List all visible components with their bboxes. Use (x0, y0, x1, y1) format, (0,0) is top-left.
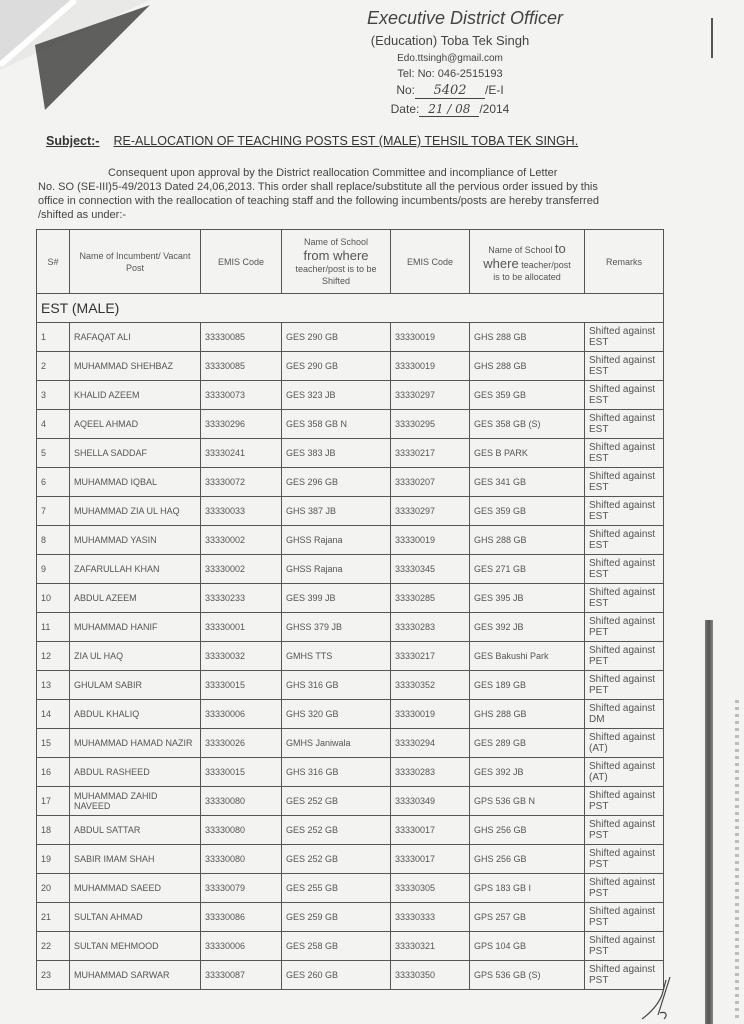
cell-school-to: GES 392 JB (470, 758, 585, 787)
cell-emis-from: 33330032 (201, 642, 282, 671)
table-row (37, 700, 664, 729)
table-row (37, 961, 664, 990)
cell-emis-from: 33330087 (201, 961, 282, 990)
cell-emis-from: 33330086 (201, 903, 282, 932)
cell-sno: 11 (37, 613, 70, 642)
cell-emis-from: 33330015 (201, 671, 282, 700)
table-row (37, 381, 664, 410)
cell-sno: 4 (37, 410, 70, 439)
letter-number-label: No: (396, 83, 415, 97)
table-row (37, 584, 664, 613)
cell-sno: 18 (37, 816, 70, 845)
cell-school-from: GES 252 GB (282, 787, 391, 816)
scan-edge-shadow (705, 620, 713, 1024)
cell-name: MUHAMMAD IQBAL (70, 468, 201, 497)
scan-mark (711, 18, 713, 58)
table-row (37, 497, 664, 526)
reallocation-table (36, 229, 664, 990)
cell-remarks: Shifted against PET (585, 671, 664, 700)
office-telephone: Tel: No: 046-2515193 (397, 68, 503, 80)
cell-emis-to: 33330283 (391, 613, 470, 642)
paragraph-line-3: office in connection with the reallocation of teaching staff and the following incumbents/posts are hereby transferred (38, 195, 599, 207)
subject-label: Subject:- (46, 134, 100, 148)
cell-school-to: GES Bakushi Park (470, 642, 585, 671)
cell-school-to: GPS 183 GB I (470, 874, 585, 903)
cell-school-to: GHS 288 GB (470, 526, 585, 555)
cell-school-to: GPS 257 GB (470, 903, 585, 932)
table-row (37, 410, 664, 439)
header-emis-to: EMIS Code (391, 230, 470, 294)
letter-date-label: Date: (390, 102, 420, 116)
cell-emis-to: 33330019 (391, 700, 470, 729)
cell-sno: 10 (37, 584, 70, 613)
office-subtitle: (Education) Toba Tek Singh (370, 33, 530, 48)
cell-emis-from: 33330241 (201, 439, 282, 468)
letter-number-suffix: /E-I (485, 83, 504, 97)
cell-name: MUHAMMAD YASIN (70, 526, 201, 555)
cell-name: SHELLA SADDAF (70, 439, 201, 468)
cell-emis-to: 33330019 (391, 352, 470, 381)
cell-emis-to: 33330305 (391, 874, 470, 903)
cell-emis-to: 33330285 (391, 584, 470, 613)
cell-school-to: GES 289 GB (470, 729, 585, 758)
cell-remarks: Shifted against EST (585, 439, 664, 468)
cell-school-to: GES 359 GB (470, 381, 585, 410)
cell-emis-from: 33330080 (201, 845, 282, 874)
subject-line (46, 134, 578, 148)
cell-sno: 6 (37, 468, 70, 497)
cell-remarks: Shifted against PET (585, 613, 664, 642)
letter-number-value: 5402 (415, 83, 485, 99)
cell-emis-to: 33330017 (391, 845, 470, 874)
cell-remarks: Shifted against PST (585, 845, 664, 874)
cell-school-from: GES 399 JB (282, 584, 391, 613)
office-title: Executive District Officer (366, 8, 564, 28)
signature (640, 975, 680, 1020)
table-row (37, 642, 664, 671)
table-row (37, 758, 664, 787)
cell-school-to: GES 341 GB (470, 468, 585, 497)
cell-remarks: Shifted against EST (585, 584, 664, 613)
office-email: Edo.ttsingh@gmail.com (397, 53, 503, 64)
header-school-to-inline: teacher/post (521, 259, 571, 270)
table-row (37, 787, 664, 816)
cell-emis-from: 33330073 (201, 381, 282, 410)
table-row (37, 439, 664, 468)
header-remarks: Remarks (585, 230, 664, 294)
cell-sno: 1 (37, 323, 70, 352)
cell-school-from: GES 323 JB (282, 381, 391, 410)
cell-school-to: GHS 256 GB (470, 816, 585, 845)
cell-emis-to: 33330295 (391, 410, 470, 439)
cell-name: RAFAQAT ALI (70, 323, 201, 352)
table-row (37, 352, 664, 381)
cell-emis-to: 33330217 (391, 642, 470, 671)
cell-name: MUHAMMAD HAMAD NAZIR (70, 729, 201, 758)
table-row (37, 816, 664, 845)
cell-name: ABDUL RASHEED (70, 758, 201, 787)
cell-school-to: GES 359 GB (470, 497, 585, 526)
table-row (37, 671, 664, 700)
cell-school-from: GES 252 GB (282, 845, 391, 874)
header-school-to (470, 230, 585, 294)
cell-sno: 14 (37, 700, 70, 729)
cell-sno: 16 (37, 758, 70, 787)
cell-school-to: GES B PARK (470, 439, 585, 468)
cell-emis-to: 33330349 (391, 787, 470, 816)
table-row (37, 526, 664, 555)
cell-school-to: GES 271 GB (470, 555, 585, 584)
cell-emis-from: 33330015 (201, 758, 282, 787)
letter-date-suffix: /2014 (479, 102, 510, 116)
cell-name: ZAFARULLAH KHAN (70, 555, 201, 584)
cell-school-from: GHS 316 GB (282, 758, 391, 787)
cell-remarks: Shifted against PST (585, 903, 664, 932)
cell-school-to: GES 395 JB (470, 584, 585, 613)
cell-emis-from: 33330080 (201, 816, 282, 845)
cell-school-from: GES 290 GB (282, 323, 391, 352)
cell-sno: 12 (37, 642, 70, 671)
cell-school-to: GHS 288 GB (470, 700, 585, 729)
cell-remarks: Shifted against PST (585, 816, 664, 845)
letter-number (300, 83, 600, 99)
table-row (37, 845, 664, 874)
cell-sno: 17 (37, 787, 70, 816)
header-school-to-big-top: to (554, 240, 566, 256)
cell-emis-from: 33330233 (201, 584, 282, 613)
cell-remarks: Shifted against EST (585, 555, 664, 584)
cell-emis-to: 33330321 (391, 932, 470, 961)
table-row (37, 903, 664, 932)
header-name: Name of Incumbent/ Vacant Post (70, 230, 201, 294)
table-row (37, 932, 664, 961)
cell-emis-to: 33330217 (391, 439, 470, 468)
letter-date (300, 102, 600, 117)
cell-name: MUHAMMAD HANIF (70, 613, 201, 642)
cell-sno: 20 (37, 874, 70, 903)
cell-remarks: Shifted against EST (585, 381, 664, 410)
cell-sno: 2 (37, 352, 70, 381)
cell-school-from: GES 358 GB N (282, 410, 391, 439)
cell-school-to: GES 358 GB (S) (470, 410, 585, 439)
header-emis-from: EMIS Code (201, 230, 282, 294)
cell-remarks: Shifted against EST (585, 323, 664, 352)
cell-remarks: Shifted against PET (585, 642, 664, 671)
cell-emis-from: 33330006 (201, 932, 282, 961)
cell-sno: 23 (37, 961, 70, 990)
table-row (37, 323, 664, 352)
section-row (37, 294, 664, 323)
cell-name: SABIR IMAM SHAH (70, 845, 201, 874)
cell-emis-to: 33330297 (391, 381, 470, 410)
cell-school-from: GMHS TTS (282, 642, 391, 671)
header-school-from-top: Name of School (303, 237, 369, 247)
table-row (37, 468, 664, 497)
table-row (37, 729, 664, 758)
cell-emis-to: 33330207 (391, 468, 470, 497)
cell-emis-to: 33330294 (391, 729, 470, 758)
cell-emis-to: 33330017 (391, 816, 470, 845)
cell-remarks: Shifted against (AT) (585, 729, 664, 758)
cell-sno: 21 (37, 903, 70, 932)
cell-school-from: GMHS Janiwala (282, 729, 391, 758)
letter-date-value: 21 / 08 (419, 102, 479, 117)
cell-sno: 15 (37, 729, 70, 758)
cell-sno: 5 (37, 439, 70, 468)
section-title: EST (MALE) (37, 294, 664, 323)
cell-remarks: Shifted against PST (585, 961, 664, 990)
cell-school-from: GES 255 GB (282, 874, 391, 903)
cell-school-to: GHS 288 GB (470, 323, 585, 352)
cell-emis-to: 33330019 (391, 526, 470, 555)
cell-emis-from: 33330085 (201, 323, 282, 352)
paragraph-line-2: No. SO (SE-III)5-49/2013 Dated 24,06,2013. This order shall replace/substitute all the pervious order issued by this (38, 181, 598, 193)
header-school-from (282, 230, 391, 294)
cell-school-from: GES 252 GB (282, 816, 391, 845)
cell-school-from: GHSS 379 JB (282, 613, 391, 642)
header-school-from-bottom: teacher/post is to be Shifted (295, 264, 377, 286)
cell-emis-from: 33330026 (201, 729, 282, 758)
cell-remarks: Shifted against (AT) (585, 758, 664, 787)
cell-emis-from: 33330002 (201, 555, 282, 584)
header-school-to-top: Name of School (488, 244, 553, 255)
header-school-from-big: from where (303, 248, 369, 263)
cell-school-from: GHS 320 GB (282, 700, 391, 729)
cell-emis-from: 33330080 (201, 787, 282, 816)
cell-school-from: GES 290 GB (282, 352, 391, 381)
body-paragraph (38, 166, 638, 222)
cell-remarks: Shifted against DM (585, 700, 664, 729)
cell-remarks: Shifted against PST (585, 787, 664, 816)
letterhead (300, 8, 600, 117)
cell-sno: 22 (37, 932, 70, 961)
cell-school-to: GPS 104 GB (470, 932, 585, 961)
cell-name: ZIA UL HAQ (70, 642, 201, 671)
cell-school-to: GPS 536 GB N (470, 787, 585, 816)
paragraph-line-4: /shifted as under:- (38, 209, 127, 221)
cell-school-to: GES 189 GB (470, 671, 585, 700)
cell-sno: 9 (37, 555, 70, 584)
cell-sno: 8 (37, 526, 70, 555)
cell-emis-to: 33330352 (391, 671, 470, 700)
cell-school-from: GES 260 GB (282, 961, 391, 990)
cell-school-from: GES 296 GB (282, 468, 391, 497)
cell-name: MUHAMMAD ZAHID NAVEED (70, 787, 201, 816)
cell-emis-to: 33330333 (391, 903, 470, 932)
cell-name: ABDUL KHALIQ (70, 700, 201, 729)
cell-remarks: Shifted against EST (585, 352, 664, 381)
cell-school-from: GES 383 JB (282, 439, 391, 468)
cell-school-from: GHSS Rajana (282, 555, 391, 584)
cell-school-from: GES 258 GB (282, 932, 391, 961)
cell-name: KHALID AZEEM (70, 381, 201, 410)
cell-name: GHULAM SABIR (70, 671, 201, 700)
cell-emis-from: 33330033 (201, 497, 282, 526)
cell-emis-from: 33330001 (201, 613, 282, 642)
table-row (37, 613, 664, 642)
cell-sno: 13 (37, 671, 70, 700)
cell-name: MUHAMMAD SARWAR (70, 961, 201, 990)
cell-school-to: GHS 256 GB (470, 845, 585, 874)
scan-edge-noise (735, 700, 739, 1020)
cell-remarks: Shifted against EST (585, 468, 664, 497)
cell-school-to: GES 392 JB (470, 613, 585, 642)
cell-school-to: GPS 536 GB (S) (470, 961, 585, 990)
cell-remarks: Shifted against EST (585, 497, 664, 526)
cell-name: MUHAMMAD ZIA UL HAQ (70, 497, 201, 526)
cell-remarks: Shifted against PST (585, 932, 664, 961)
cell-name: SULTAN AHMAD (70, 903, 201, 932)
cell-emis-from: 33330085 (201, 352, 282, 381)
cell-remarks: Shifted against EST (585, 526, 664, 555)
table-row (37, 555, 664, 584)
cell-name: MUHAMMAD SAEED (70, 874, 201, 903)
header-school-to-bottom: is to be allocated (493, 271, 561, 282)
cell-name: AQEEL AHMAD (70, 410, 201, 439)
cell-emis-to: 33330345 (391, 555, 470, 584)
header-school-to-big: where (483, 255, 519, 271)
table-row (37, 874, 664, 903)
header-sno: S# (37, 230, 70, 294)
cell-school-from: GHS 316 GB (282, 671, 391, 700)
cell-name: ABDUL SATTAR (70, 816, 201, 845)
folded-corner-shadow (0, 0, 150, 110)
cell-name: MUHAMMAD SHEHBAZ (70, 352, 201, 381)
cell-school-from: GHS 387 JB (282, 497, 391, 526)
subject-text: RE-ALLOCATION OF TEACHING POSTS EST (MALE) TEHSIL TOBA TEK SINGH. (113, 134, 579, 148)
cell-remarks: Shifted against PST (585, 874, 664, 903)
cell-remarks: Shifted against EST (585, 410, 664, 439)
cell-emis-from: 33330002 (201, 526, 282, 555)
cell-sno: 7 (37, 497, 70, 526)
cell-emis-to: 33330297 (391, 497, 470, 526)
cell-emis-to: 33330019 (391, 323, 470, 352)
cell-school-from: GHSS Rajana (282, 526, 391, 555)
cell-emis-to: 33330283 (391, 758, 470, 787)
cell-emis-to: 33330350 (391, 961, 470, 990)
cell-emis-from: 33330006 (201, 700, 282, 729)
cell-emis-from: 33330296 (201, 410, 282, 439)
cell-emis-from: 33330079 (201, 874, 282, 903)
cell-emis-from: 33330072 (201, 468, 282, 497)
cell-name: SULTAN MEHMOOD (70, 932, 201, 961)
paragraph-line-1: Consequent upon approval by the District reallocation Committee and incompliance of Letter (108, 167, 558, 179)
cell-name: ABDUL AZEEM (70, 584, 201, 613)
cell-school-to: GHS 288 GB (470, 352, 585, 381)
cell-school-from: GES 259 GB (282, 903, 391, 932)
cell-sno: 3 (37, 381, 70, 410)
cell-sno: 19 (37, 845, 70, 874)
table-header-row (37, 230, 664, 294)
